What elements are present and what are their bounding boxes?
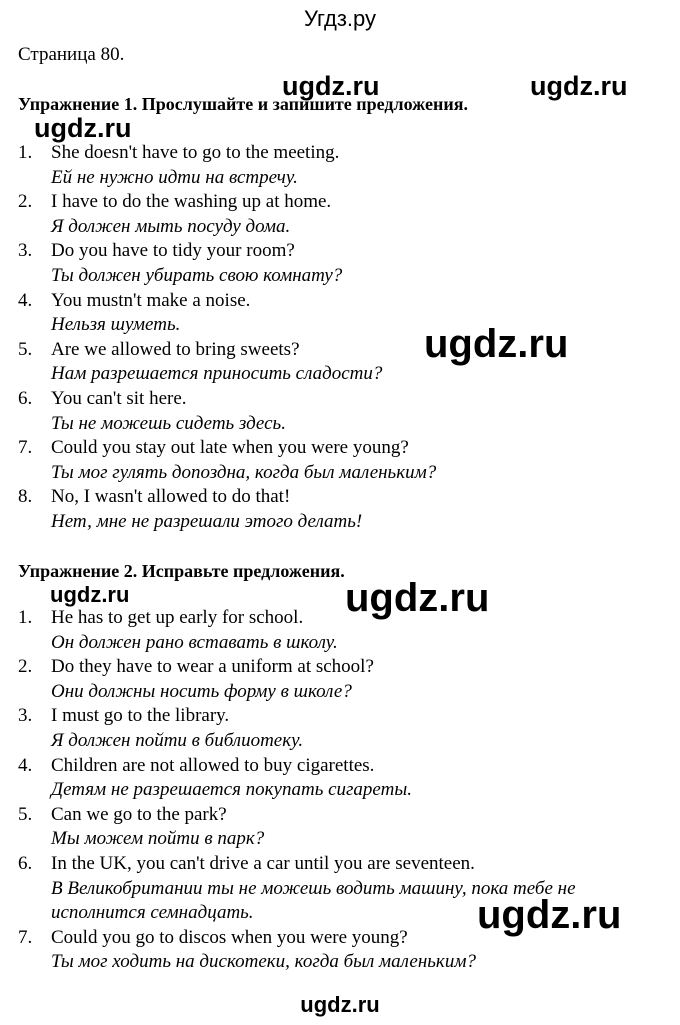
page-label: Страница 80. xyxy=(18,44,125,65)
english-sentence: She doesn't have to go to the meeting. xyxy=(51,142,340,163)
watermark: ugdz.ru xyxy=(477,893,622,937)
russian-translation: Мы можем пойти в парк? xyxy=(51,828,265,850)
item-number: 2. xyxy=(18,191,33,213)
english-sentence: No, I wasn't allowed to do that! xyxy=(51,486,291,508)
russian-translation: Он должен рано вставать в школу. xyxy=(51,631,338,653)
russian-translation: Нам разрешается приносить сладости? xyxy=(51,363,383,385)
list-item xyxy=(18,190,658,239)
item-number: 7. xyxy=(18,437,33,459)
exercise-1-list xyxy=(18,141,658,535)
exercise-1-heading: Упражнение 1. Прослушайте и запишите предложения. xyxy=(18,94,468,114)
item-number: 1. xyxy=(18,607,33,628)
russian-translation: Нет, мне не разрешали этого делать! xyxy=(51,510,363,532)
list-item xyxy=(18,852,658,926)
english-sentence: Do they have to wear a uniform at school? xyxy=(51,656,374,678)
watermark: ugdz.ru xyxy=(282,71,380,101)
russian-translation: Я должен мыть посуду дома. xyxy=(51,215,291,237)
russian-translation: Я должен пойти в библиотеку. xyxy=(51,729,304,751)
list-item xyxy=(18,926,658,975)
watermark: ugdz.ru xyxy=(34,113,132,143)
russian-translation: В Великобритании ты не можешь водить машину, пока тебе не исполнится семнадцать. xyxy=(51,877,576,924)
list-item xyxy=(18,141,658,190)
english-sentence: Could you stay out late when you were young? xyxy=(51,437,409,459)
english-sentence: Could you go to discos when you were young? xyxy=(51,926,408,948)
english-sentence: He has to get up early for school. xyxy=(51,607,304,628)
list-item xyxy=(18,485,658,534)
english-sentence: Can we go to the park? xyxy=(51,803,227,825)
item-number: 8. xyxy=(18,486,33,508)
russian-translation: Детям не разрешается покупать сигареты. xyxy=(51,779,412,801)
english-sentence: I must go to the library. xyxy=(51,705,230,727)
item-number: 4. xyxy=(18,289,33,311)
russian-translation: Нельзя шуметь. xyxy=(51,314,181,336)
item-number: 3. xyxy=(18,705,33,727)
russian-translation: Ей не нужно идти на встречу. xyxy=(51,166,298,188)
english-sentence: Children are not allowed to buy cigarettes. xyxy=(51,754,375,776)
item-number: 1. xyxy=(18,142,33,163)
russian-translation: Ты мог ходить на дискотеки, когда был маленьким? xyxy=(51,951,476,973)
watermark: ugdz.ru xyxy=(345,576,490,620)
english-sentence: You can't sit here. xyxy=(51,387,187,409)
watermark: ugdz.ru xyxy=(530,71,628,101)
item-number: 5. xyxy=(18,338,33,360)
russian-translation: Ты должен убирать свою комнату? xyxy=(51,264,343,286)
english-sentence: In the UK, you can't drive a car until you are seventeen. xyxy=(51,852,475,874)
list-item xyxy=(18,655,658,704)
russian-translation: Ты мог гулять допоздна, когда был маленьким? xyxy=(51,461,437,483)
list-item xyxy=(18,606,658,655)
footer-watermark: ugdz.ru xyxy=(300,992,380,1017)
list-item xyxy=(18,239,658,288)
list-item xyxy=(18,436,658,485)
list-item xyxy=(18,704,658,753)
exercise-2-list xyxy=(18,606,658,975)
watermark: ugdz.ru xyxy=(50,582,130,607)
english-sentence: Do you have to tidy your room? xyxy=(51,240,295,262)
watermark: ugdz.ru xyxy=(424,322,569,366)
english-sentence: I have to do the washing up at home. xyxy=(51,191,332,213)
list-item xyxy=(18,754,658,803)
item-number: 7. xyxy=(18,926,33,948)
list-item xyxy=(18,289,658,338)
item-number: 4. xyxy=(18,754,33,776)
site-title: Угдз.ру xyxy=(303,6,377,31)
list-item xyxy=(18,387,658,436)
russian-translation: Ты не можешь сидеть здесь. xyxy=(51,412,286,434)
list-item xyxy=(18,338,658,387)
item-number: 3. xyxy=(18,240,33,262)
item-number: 6. xyxy=(18,852,33,874)
english-sentence: You mustn't make a noise. xyxy=(51,289,251,311)
exercise-2-heading: Упражнение 2. Исправьте предложения. xyxy=(18,561,345,581)
item-number: 5. xyxy=(18,803,33,825)
english-sentence: Are we allowed to bring sweets? xyxy=(51,338,300,360)
item-number: 2. xyxy=(18,656,33,678)
item-number: 6. xyxy=(18,387,33,409)
russian-translation: Они должны носить форму в школе? xyxy=(51,680,352,702)
list-item xyxy=(18,803,658,852)
